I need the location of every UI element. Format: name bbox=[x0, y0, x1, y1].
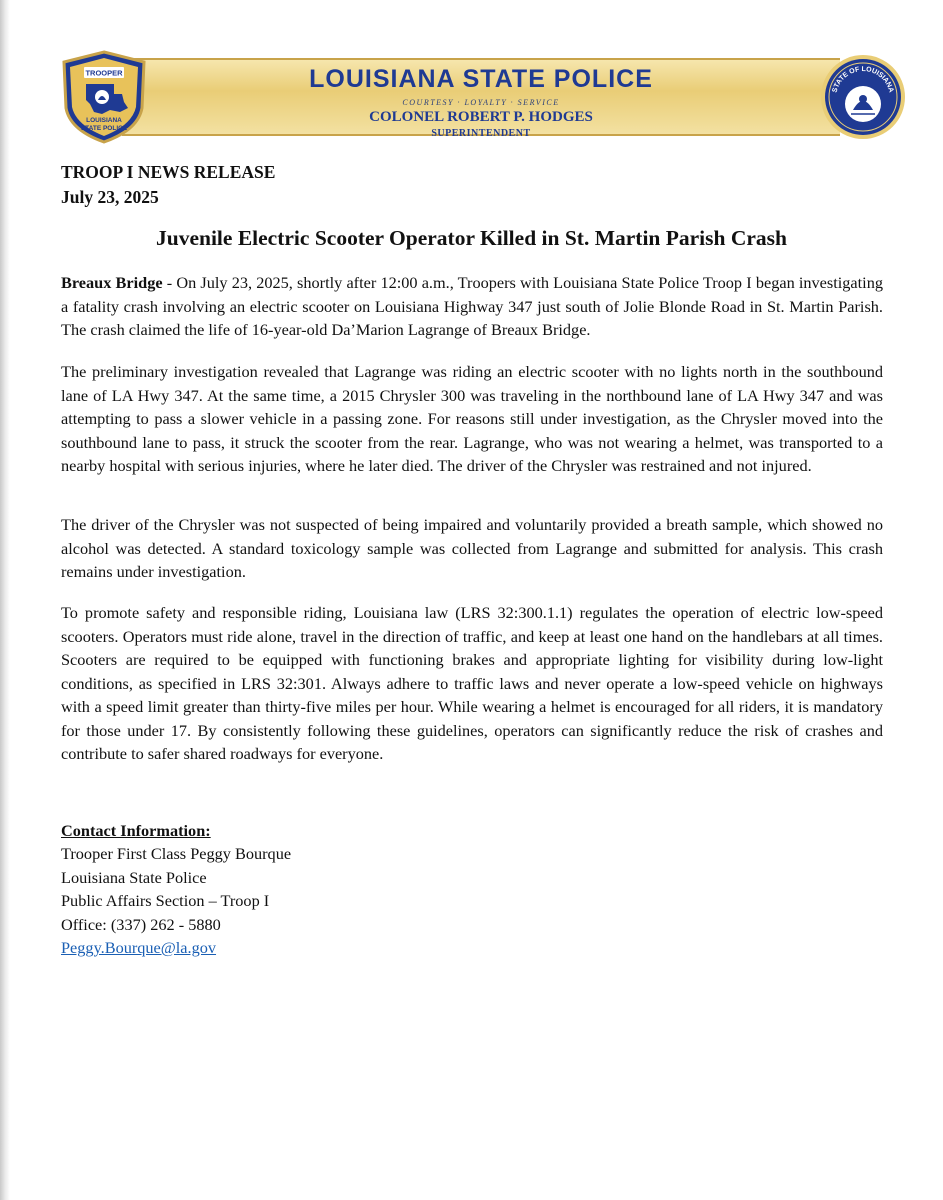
contact-block bbox=[61, 819, 291, 959]
release-date: July 23, 2025 bbox=[61, 187, 159, 207]
colonel-title: SUPERINTENDENT bbox=[431, 128, 531, 139]
contact-office: Office: (337) 262 - 5880 bbox=[61, 914, 221, 934]
state-seal-logo bbox=[820, 54, 906, 140]
paragraph-4: To promote safety and responsible riding, Louisiana law (LRS 32:300.1.1) regulates the operation of electric low-speed scooters. Operators must ride alone, travel in the direction of traffic, and keep at least one hand on the handlebars at all times. Scooters are required to be equipped with functioning brakes and appropriate lighting for visibility during low-light conditions, as specified in LRS 32:301. Always adhere to traffic laws and never operate a low-speed vehicle on highways with a speed limit greater than thirty-five miles per hour. While wearing a helmet is encouraged for all riders, it is mandatory for those under 17. By consistently following these guidelines, operators can significantly reduce the risk of crashes and contribute to safer shared roadways for everyone. bbox=[61, 603, 883, 763]
badge-top-text: TROOPER bbox=[85, 68, 123, 78]
agency-motto: COURTESY · LOYALTY · SERVICE bbox=[402, 98, 560, 107]
paragraph-1-text: - On July 23, 2025, shortly after 12:00 a.m., Troopers with Louisiana State Police Troop I began investigating a fatality crash involving an electric scooter on Louisiana Highway 347 just south of Jolie Blonde Road in St. Martin Parish. The crash claimed the life of 16-year-old Da’Marion Lagrange of Breaux Bridge. bbox=[61, 273, 883, 339]
letterhead bbox=[58, 50, 906, 144]
lead-location: Breaux Bridge bbox=[61, 273, 163, 292]
paragraph-3: The driver of the Chrysler was not suspected of being impaired and voluntarily provided a breath sample, which showed no alcohol was detected. A standard toxicology sample was collected from Lagrange and submitted for analysis. This crash remains under investigation. bbox=[61, 515, 883, 581]
agency-name: LOUISIANA STATE POLICE bbox=[309, 65, 653, 93]
badge-bottom-text-2: STATE POLICE bbox=[80, 125, 128, 132]
page-edge-shadow bbox=[0, 0, 10, 1200]
paragraph-1 bbox=[61, 271, 883, 342]
contact-name: Trooper First Class Peggy Bourque bbox=[61, 844, 292, 864]
contact-email-link[interactable]: Peggy.Bourque@la.gov bbox=[61, 938, 217, 958]
colonel-name: COLONEL ROBERT P. HODGES bbox=[369, 109, 593, 125]
letterhead-banner bbox=[122, 58, 840, 139]
release-header bbox=[61, 160, 275, 210]
contact-heading: Contact Information: bbox=[61, 821, 211, 840]
release-label: TROOP I NEWS RELEASE bbox=[61, 162, 276, 182]
contact-section: Public Affairs Section – Troop I bbox=[61, 891, 270, 911]
badge-bottom-text-1: LOUISIANA bbox=[86, 117, 122, 124]
headline: Juvenile Electric Scooter Operator Killed in St. Martin Parish Crash bbox=[156, 226, 787, 250]
contact-org: Louisiana State Police bbox=[61, 867, 207, 887]
seal-text: STATE OF LOUISIANA bbox=[831, 65, 895, 94]
paragraph-2: The preliminary investigation revealed that Lagrange was riding an electric scooter with no lights north in the southbound lane of LA Hwy 347. At the same time, a 2015 Chrysler 300 was traveling in the northbound lane of LA Hwy 347 and was attempting to pass a slower vehicle in a passing zone. For reasons still under investigation, as the Chrysler moved into the southbound lane to pass, it struck the scooter from the rear. Lagrange, who was not wearing a helmet, was transported to a nearby hospital with serious injuries, where he later died. The driver of the Chrysler was restrained and not injured. bbox=[61, 362, 883, 475]
trooper-badge-logo bbox=[58, 50, 150, 144]
